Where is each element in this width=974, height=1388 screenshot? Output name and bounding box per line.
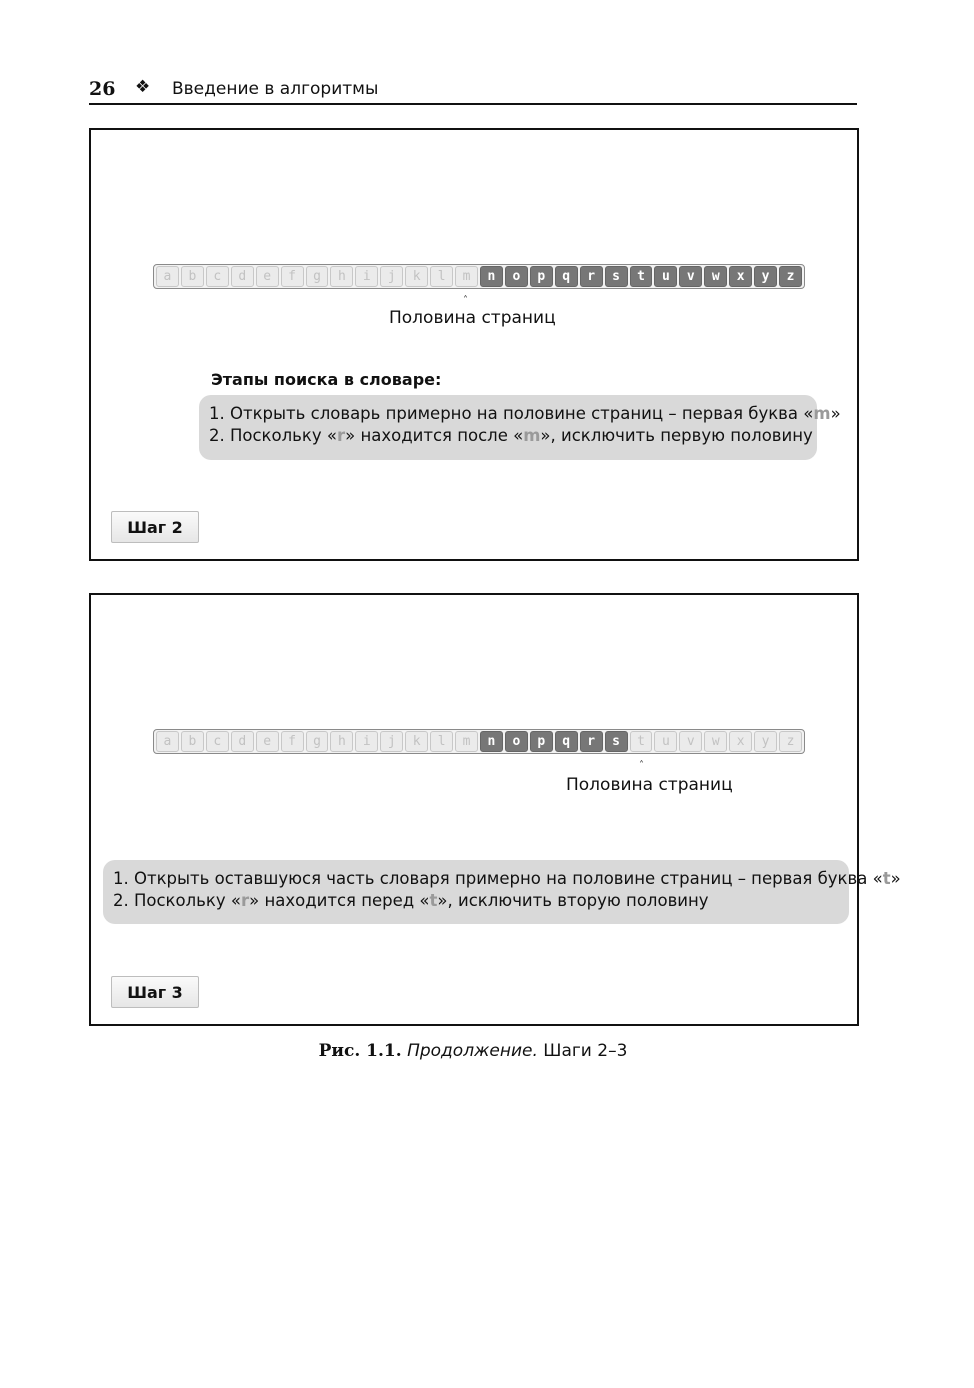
letter-tile-u: u <box>654 731 677 752</box>
letter-tile-p: p <box>530 266 553 287</box>
letter-tile-m: m <box>455 266 478 287</box>
figure-caption <box>0 1041 946 1061</box>
letter-tile-j: j <box>380 731 403 752</box>
half-marker-icon: ˄ <box>463 295 468 306</box>
step-badge: Шаг 2 <box>111 511 199 543</box>
letter-tile-j: j <box>380 266 403 287</box>
letter-tile-b: b <box>181 731 204 752</box>
caption-rest: Шаги 2–3 <box>537 1041 628 1061</box>
figure-panel-step-3 <box>89 593 901 1026</box>
letter-tile-w: w <box>704 731 727 752</box>
letter-tile-i: i <box>355 731 378 752</box>
note-line-2: 2. Поскольку «r» находится после «m», исключить первую половину <box>209 426 813 445</box>
letter-tile-y: y <box>754 731 777 752</box>
alphabet-bar <box>153 729 805 754</box>
half-label: Половина страниц <box>389 308 556 328</box>
letter-tile-r: r <box>580 731 603 752</box>
note-line-2: 2. Поскольку «r» находится перед «t», исключить вторую половину <box>113 891 709 910</box>
note-box <box>103 860 901 924</box>
letter-tile-e: e <box>256 266 279 287</box>
letter-tile-c: c <box>206 266 229 287</box>
letter-tile-f: f <box>281 266 304 287</box>
letter-tile-n: n <box>480 731 503 752</box>
letter-tile-e: e <box>256 731 279 752</box>
letter-tile-g: g <box>306 731 329 752</box>
letter-tile-r: r <box>580 266 603 287</box>
running-title: Введение в алгоритмы <box>172 79 379 99</box>
letter-tile-p: p <box>530 731 553 752</box>
letter-tile-d: d <box>231 266 254 287</box>
letter-tile-q: q <box>555 731 578 752</box>
note-line-1: 1. Открыть словарь примерно на половине страниц – первая буква «m» <box>209 404 841 423</box>
letter-tile-z: z <box>779 266 802 287</box>
letter-tile-t: t <box>630 731 653 752</box>
letter-tile-g: g <box>306 266 329 287</box>
letter-tile-a: a <box>156 731 179 752</box>
letter-tile-f: f <box>281 731 304 752</box>
half-label: Половина страниц <box>566 775 733 795</box>
step-badge: Шаг 3 <box>111 976 199 1008</box>
letter-tile-v: v <box>679 731 702 752</box>
letter-tile-o: o <box>505 731 528 752</box>
letter-tile-s: s <box>605 731 628 752</box>
ornament-icon: ❖ <box>135 77 151 97</box>
letter-tile-s: s <box>605 266 628 287</box>
letter-tile-z: z <box>779 731 802 752</box>
page-header <box>89 76 857 105</box>
caption-prefix: Рис. 1.1. <box>318 1041 402 1061</box>
letter-tile-a: a <box>156 266 179 287</box>
note-line-1: 1. Открыть оставшуюся часть словаря примерно на половине страниц – первая буква «t» <box>113 869 901 888</box>
letter-tile-x: x <box>729 266 752 287</box>
note-box <box>199 395 841 460</box>
letter-tile-m: m <box>455 731 478 752</box>
caption-italic: Продолжение. <box>407 1041 538 1061</box>
letter-tile-h: h <box>330 731 353 752</box>
letter-tile-i: i <box>355 266 378 287</box>
letter-tile-x: x <box>729 731 752 752</box>
half-marker-icon: ˄ <box>639 760 644 771</box>
letter-tile-n: n <box>480 266 503 287</box>
letter-tile-t: t <box>630 266 653 287</box>
letter-tile-l: l <box>430 731 453 752</box>
alphabet-bar <box>153 264 805 289</box>
letter-tile-w: w <box>704 266 727 287</box>
letter-tile-o: o <box>505 266 528 287</box>
letter-tile-h: h <box>330 266 353 287</box>
letter-tile-k: k <box>405 731 428 752</box>
page-number: 26 <box>89 78 116 100</box>
letter-tile-d: d <box>231 731 254 752</box>
steps-heading: Этапы поиска в словаре: <box>211 370 442 389</box>
letter-tile-u: u <box>654 266 677 287</box>
letter-tile-q: q <box>555 266 578 287</box>
letter-tile-c: c <box>206 731 229 752</box>
figure-panel-step-2 <box>89 128 859 561</box>
letter-tile-b: b <box>181 266 204 287</box>
letter-tile-k: k <box>405 266 428 287</box>
letter-tile-v: v <box>679 266 702 287</box>
letter-tile-y: y <box>754 266 777 287</box>
letter-tile-l: l <box>430 266 453 287</box>
